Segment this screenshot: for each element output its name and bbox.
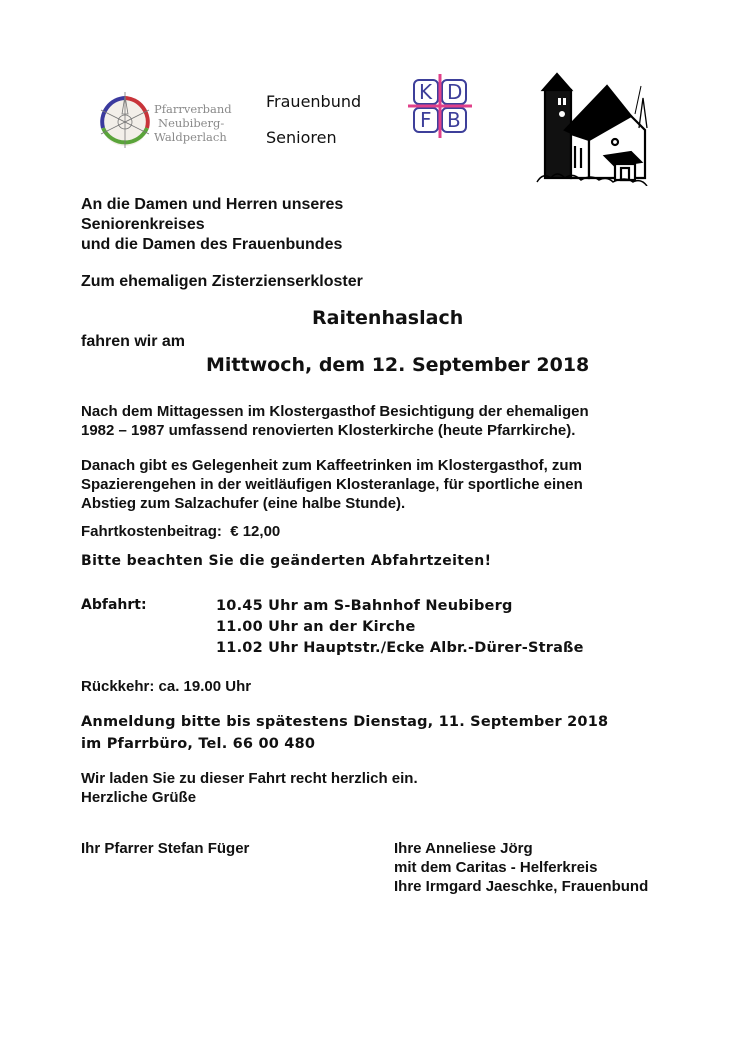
signature-line: mit dem Caritas - Helferkreis [394,859,598,876]
group-frauenbund: Frauenbund [266,92,362,111]
address-block [81,195,343,255]
departure-label: Abfahrt: [81,597,147,613]
address-line: und die Damen des Frauenbundes [81,236,343,253]
departure-time: 10.45 Uhr am S-Bahnhof Neubiberg [216,598,513,614]
closing-line: Herzliche Grüße [81,789,197,806]
paragraph-activities [81,456,583,513]
address-line: An die Damen und Herren unseres [81,196,344,213]
registration-line: im Pfarrbüro, Tel. 66 00 480 [81,736,316,752]
cost-label: Fahrtkostenbeitrag: [81,523,222,540]
kdfb-letter: D [447,80,463,104]
signature-line: Ihre Anneliese Jörg [394,840,533,857]
departure-times [216,596,584,659]
cost-value: € 12,00 [230,523,281,540]
paragraph-line: Spazierengehen in der weitläufigen Klosteranlage, für sportliche einen [81,476,583,493]
logo-line: Waldperlach [154,130,227,144]
signature-line: Ihre Irmgard Jaeschke, Frauenbund [394,878,649,895]
logo-line: Neubiberg- [158,116,225,130]
cost-line [81,522,280,541]
trip-date: Mittwoch, dem 12. September 2018 [206,354,590,376]
paragraph-visit [81,402,589,440]
kdfb-logo [408,74,472,138]
logo-line: Pfarrverband [154,102,232,116]
signature-left: Ihr Pfarrer Stefan Füger [81,840,250,857]
destination-title: Raitenhaslach [312,307,464,329]
registration-line: Anmeldung bitte bis spätestens Dienstag, 11. September 2018 [81,714,609,730]
church-drawing-icon [535,68,655,186]
closing-block [81,769,418,807]
paragraph-line: Danach gibt es Gelegenheit zum Kaffeetrinken im Klostergasthof, zum [81,457,582,474]
travel-line: fahren wir am [81,333,186,350]
pfarrverband-logo [94,88,239,152]
departure-time: 11.00 Uhr an der Kirche [216,619,416,635]
signature-right [394,839,648,896]
notice-text: Bitte beachten Sie die geänderten Abfahrtzeiten! [81,553,492,569]
address-line: Seniorenkreises [81,216,205,233]
paragraph-line: 1982 – 1987 umfassend renovierten Klosterkirche (heute Pfarrkirche). [81,422,576,439]
compass-rose-icon [94,88,156,150]
kdfb-letter: F [420,108,432,132]
departure-time: 11.02 Uhr Hauptstr./Ecke Albr.-Dürer-Straße [216,640,584,656]
registration-block [81,711,608,755]
closing-line: Wir laden Sie zu dieser Fahrt recht herzlich ein. [81,770,418,787]
kdfb-letter: K [419,80,433,104]
intro-text: Zum ehemaligen Zisterzienserkloster [81,273,363,290]
group-senioren: Senioren [266,128,337,147]
paragraph-line: Nach dem Mittagessen im Klostergasthof Besichtigung der ehemaligen [81,403,589,420]
paragraph-line: Abstieg zum Salzachufer (eine halbe Stunde). [81,495,406,512]
return-time: Rückkehr: ca. 19.00 Uhr [81,678,252,695]
kdfb-letter: B [447,108,461,132]
